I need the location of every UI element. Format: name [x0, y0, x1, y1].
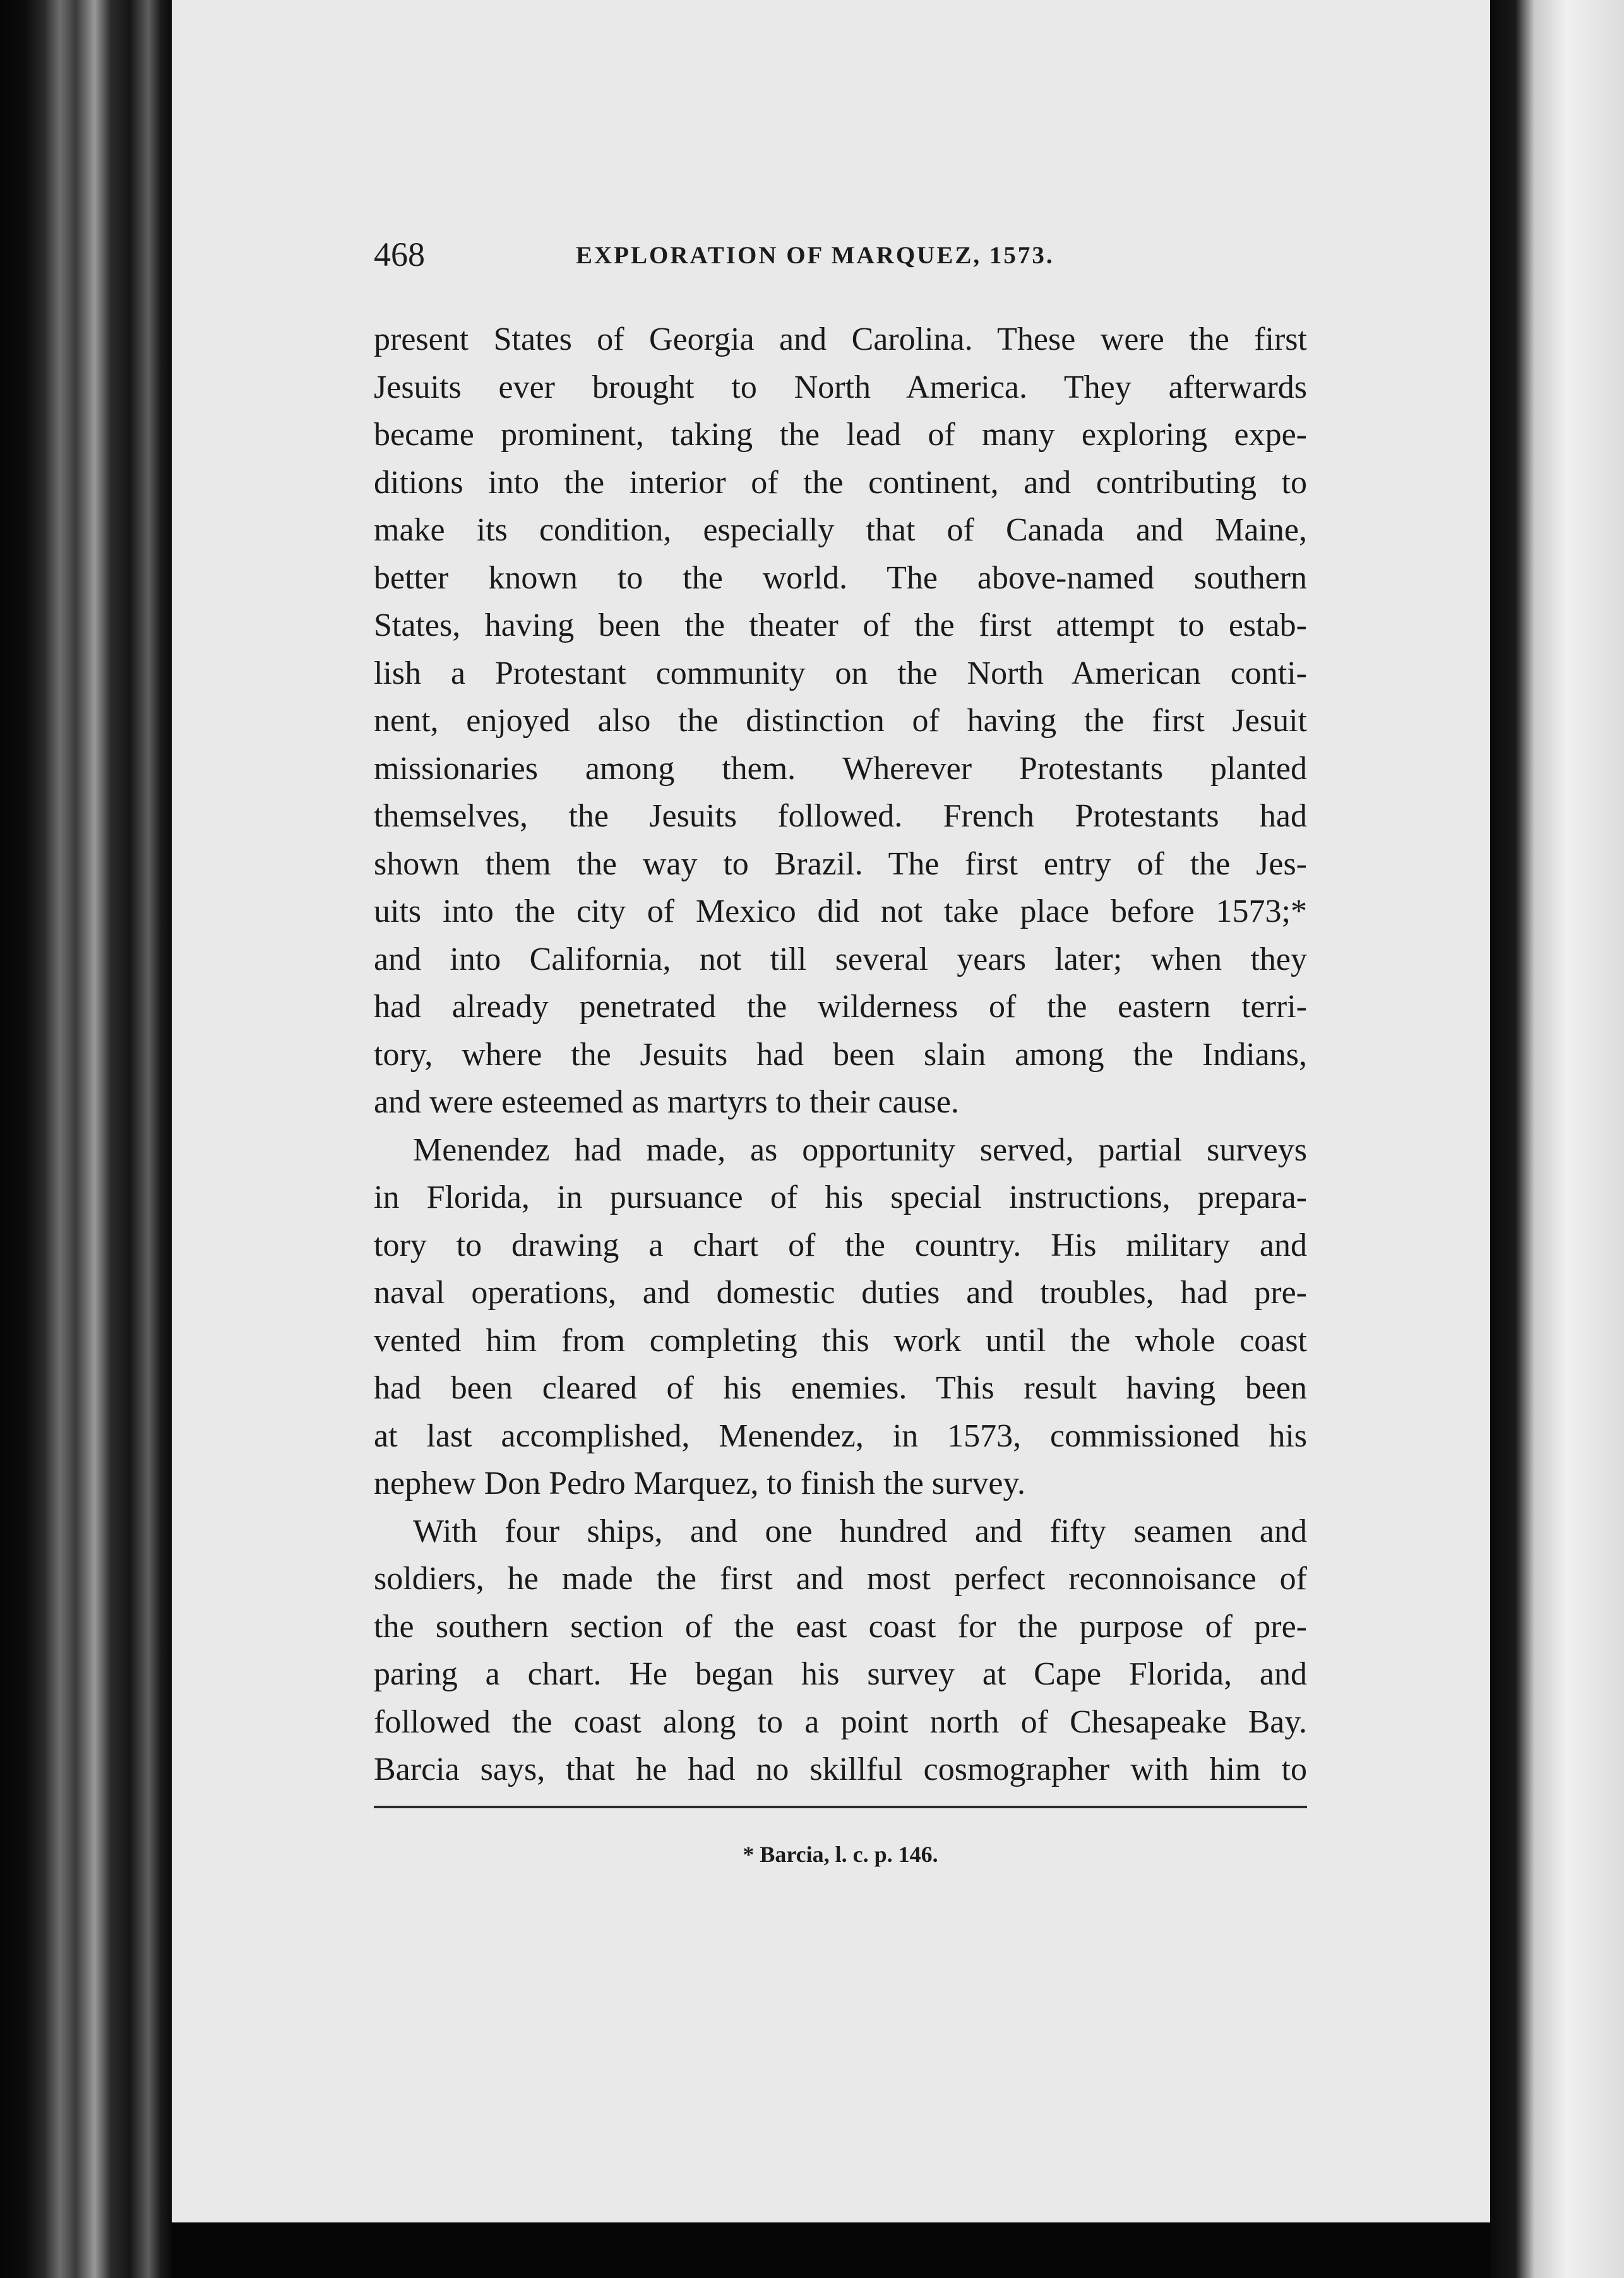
text-line: became prominent, taking the lead of many exploring expe-: [374, 417, 1307, 453]
text-line: and were esteemed as martyrs to their cause.: [374, 1084, 959, 1120]
text-line: Barcia says, that he had no skillful cosmographer with him to: [374, 1751, 1307, 1787]
text-line: and into California, not till several years later; when they: [374, 941, 1307, 977]
page-header: [374, 235, 1302, 279]
text-line: With four ships, and one hundred and fifty seamen and: [413, 1513, 1307, 1549]
text-line: Jesuits ever brought to North America. They afterwards: [374, 369, 1307, 405]
text-line: the southern section of the east coast for the purpose of pre-: [374, 1608, 1307, 1645]
text-line: at last accomplished, Menendez, in 1573, commissioned his: [374, 1417, 1307, 1454]
text-line: nephew Don Pedro Marquez, to finish the survey.: [374, 1465, 1026, 1501]
running-title: EXPLORATION OF MARQUEZ, 1573.: [576, 242, 1054, 269]
text-line: lish a Protestant community on the North American conti-: [374, 655, 1307, 691]
text-line: present States of Georgia and Carolina. These were the first: [374, 321, 1307, 357]
text-line: themselves, the Jesuits followed. French Protestants had: [374, 798, 1307, 834]
text-line: had already penetrated the wilderness of the eastern terri-: [374, 989, 1307, 1025]
text-line: paring a chart. He began his survey at Cape Florida, and: [374, 1656, 1307, 1692]
text-line: tory, where the Jesuits had been slain among the Indians,: [374, 1036, 1307, 1073]
text-line: ditions into the interior of the continent, and contributing to: [374, 464, 1307, 501]
text-line: naval operations, and domestic duties and troubles, had pre-: [374, 1275, 1307, 1311]
text-line: missionaries among them. Wherever Protestants planted: [374, 750, 1307, 787]
page-number: 468: [374, 236, 425, 273]
text-line: uits into the city of Mexico did not take place before 1573;*: [374, 893, 1307, 929]
text-line: make its condition, especially that of Canada and Maine,: [374, 512, 1307, 548]
text-line: tory to drawing a chart of the country. His military and: [374, 1227, 1307, 1263]
text-line: in Florida, in pursuance of his special instructions, prepara-: [374, 1179, 1307, 1215]
bottom-shadow: [172, 2222, 1490, 2278]
text-line: soldiers, he made the first and most perfect reconnoisance of: [374, 1561, 1307, 1597]
text-line: nent, enjoyed also the distinction of having the first Jesuit: [374, 703, 1307, 739]
text-line: Menendez had made, as opportunity served, partial surveys: [413, 1131, 1307, 1168]
text-line: States, having been the theater of the first attempt to estab-: [374, 607, 1307, 643]
footnote-rule: [374, 1806, 1307, 1808]
book-binding: [0, 0, 172, 2278]
text-line: better known to the world. The above-named southern: [374, 559, 1307, 596]
footnote: * Barcia, l. c. p. 146.: [743, 1842, 938, 1867]
text-line: had been cleared of his enemies. This result having been: [374, 1370, 1307, 1406]
text-line: shown them the way to Brazil. The first entry of the Jes-: [374, 845, 1307, 882]
text-line: vented him from completing this work until the whole coast: [374, 1322, 1307, 1359]
text-line: followed the coast along to a point north of Chesapeake Bay.: [374, 1703, 1307, 1740]
body-text: [374, 316, 1307, 1794]
next-page-edge: [1490, 0, 1624, 2278]
